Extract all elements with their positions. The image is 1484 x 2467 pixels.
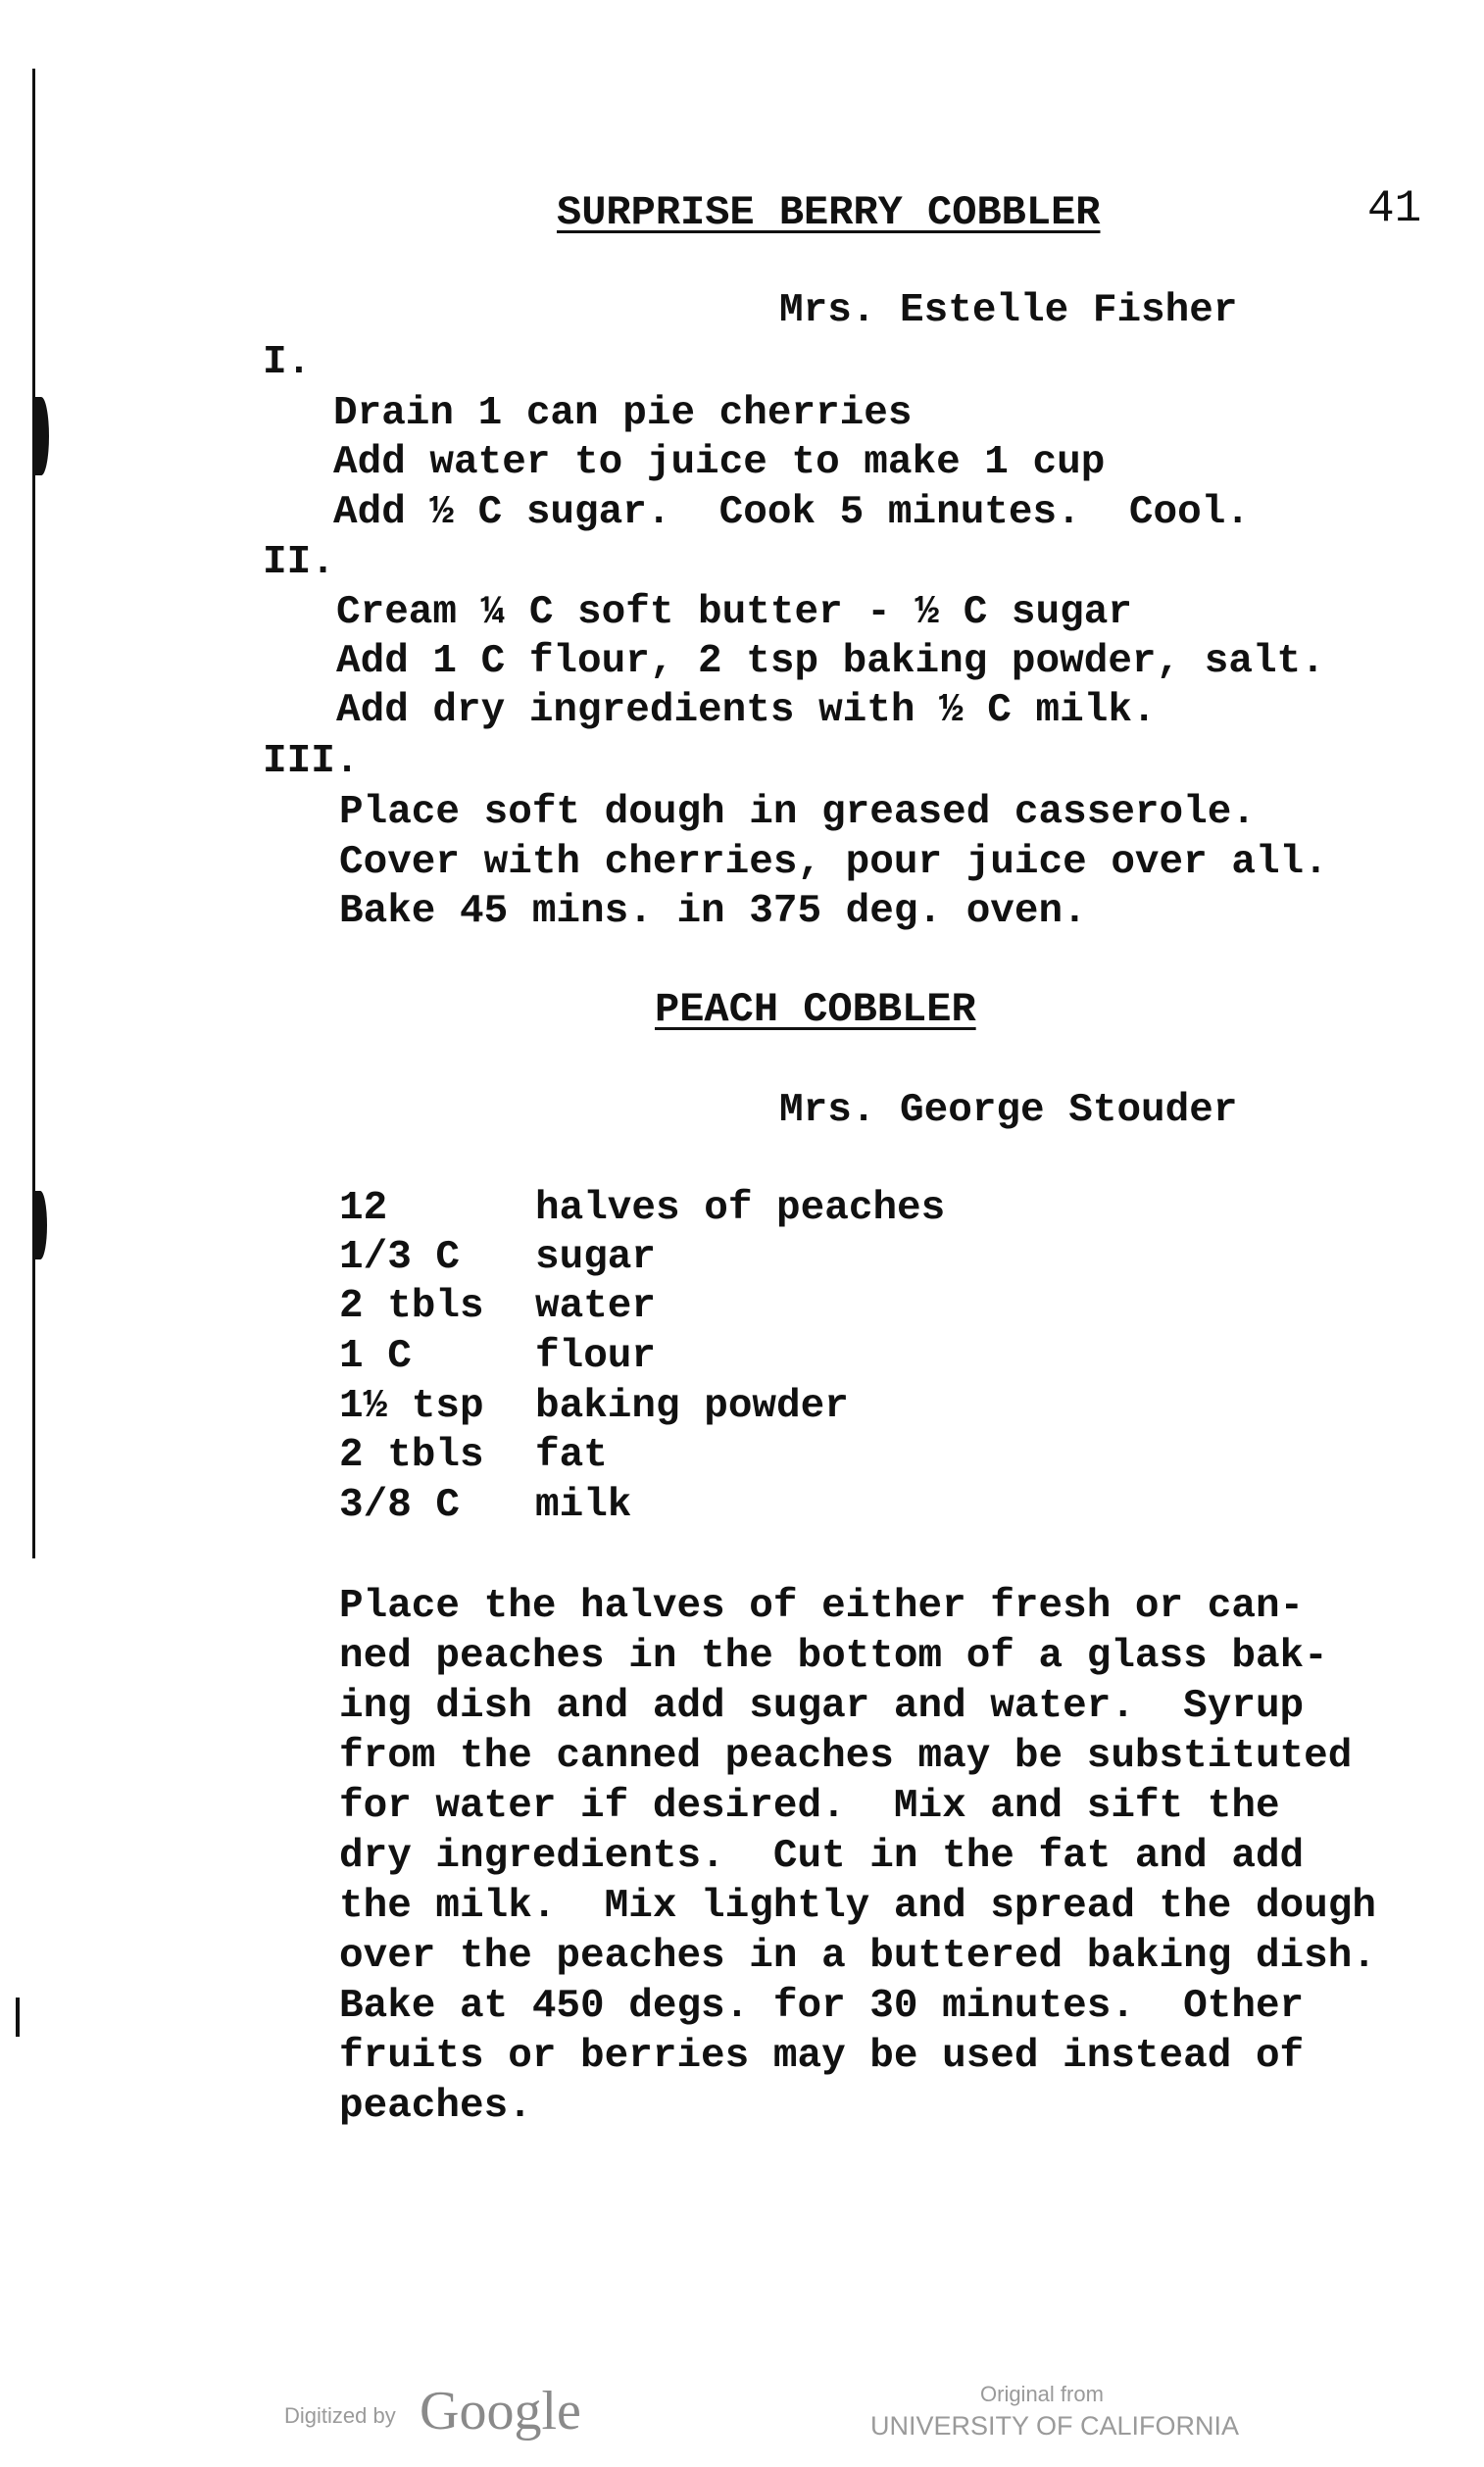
recipe-author: Mrs. Estelle Fisher [779,288,1238,333]
institution-label: UNIVERSITY OF CALIFORNIA [870,2411,1240,2441]
direction-line: for water if desired. Mix and sift the [339,1784,1280,1829]
ingredient-item: water [535,1284,657,1329]
page-edge-mark [16,1998,20,2037]
instruction-line: Place soft dough in greased casserole. [339,790,1256,835]
page-number: 41 [1367,183,1422,234]
direction-line: from the canned peaches may be substituted [339,1734,1353,1779]
ingredient-qty: 3/8 C [339,1483,461,1528]
direction-line: ned peaches in the bottom of a glass bak- [339,1634,1328,1679]
instruction-line: Add ½ C sugar. Cook 5 minutes. Cool. [333,490,1250,535]
recipe-title: PEACH COBBLER [655,986,976,1033]
ingredient-item: halves of peaches [535,1186,946,1231]
ingredient-qty: 2 tbls [339,1433,484,1478]
section-label: III. [263,739,360,784]
instruction-line: Add water to juice to make 1 cup [333,440,1106,485]
direction-line: fruits or berries may be used instead of [339,2034,1305,2079]
ingredient-item: sugar [535,1235,657,1280]
ingredient-qty: 1½ tsp [339,1384,484,1429]
direction-line: the milk. Mix lightly and spread the dough [339,1884,1376,1929]
recipe-author: Mrs. George Stouder [779,1088,1238,1133]
instruction-line: Cover with cherries, pour juice over all. [339,840,1328,885]
instruction-line: Cream ¼ C soft butter - ½ C sugar [336,590,1132,635]
direction-line: ing dish and add sugar and water. Syrup [339,1684,1305,1729]
instruction-line: Add 1 C flour, 2 tsp baking powder, salt. [336,639,1325,684]
google-logo: Google [420,2381,581,2442]
ingredient-qty: 2 tbls [339,1284,484,1329]
direction-line: Bake at 450 degs. for 30 minutes. Other [339,1984,1305,2029]
original-from-label: Original from [980,2382,1104,2406]
ingredient-item: fat [535,1433,608,1478]
ingredient-qty: 1 C [339,1334,412,1379]
direction-line: peaches. [339,2084,532,2129]
ingredient-item: milk [535,1483,632,1528]
section-label: II. [263,540,335,585]
direction-line: dry ingredients. Cut in the fat and add [339,1834,1305,1879]
instruction-line: Drain 1 can pie cherries [333,391,913,436]
instruction-line: Add dry ingredients with ½ C milk. [336,688,1157,733]
section-label: I. [263,340,312,385]
ingredient-item: flour [535,1334,657,1379]
ingredient-item: baking powder [535,1384,849,1429]
direction-line: Place the halves of either fresh or can- [339,1584,1305,1629]
recipe-title: SURPRISE BERRY COBBLER [557,189,1101,236]
instruction-line: Bake 45 mins. in 375 deg. oven. [339,889,1087,934]
digitized-by-label: Digitized by [284,2403,396,2428]
page-edge-line [32,69,35,1558]
direction-line: over the peaches in a buttered baking dish. [339,1934,1376,1979]
page-edge-mark [33,397,49,475]
ingredient-qty: 12 [339,1186,388,1231]
ingredient-qty: 1/3 C [339,1235,461,1280]
page-edge-mark [33,1191,47,1259]
